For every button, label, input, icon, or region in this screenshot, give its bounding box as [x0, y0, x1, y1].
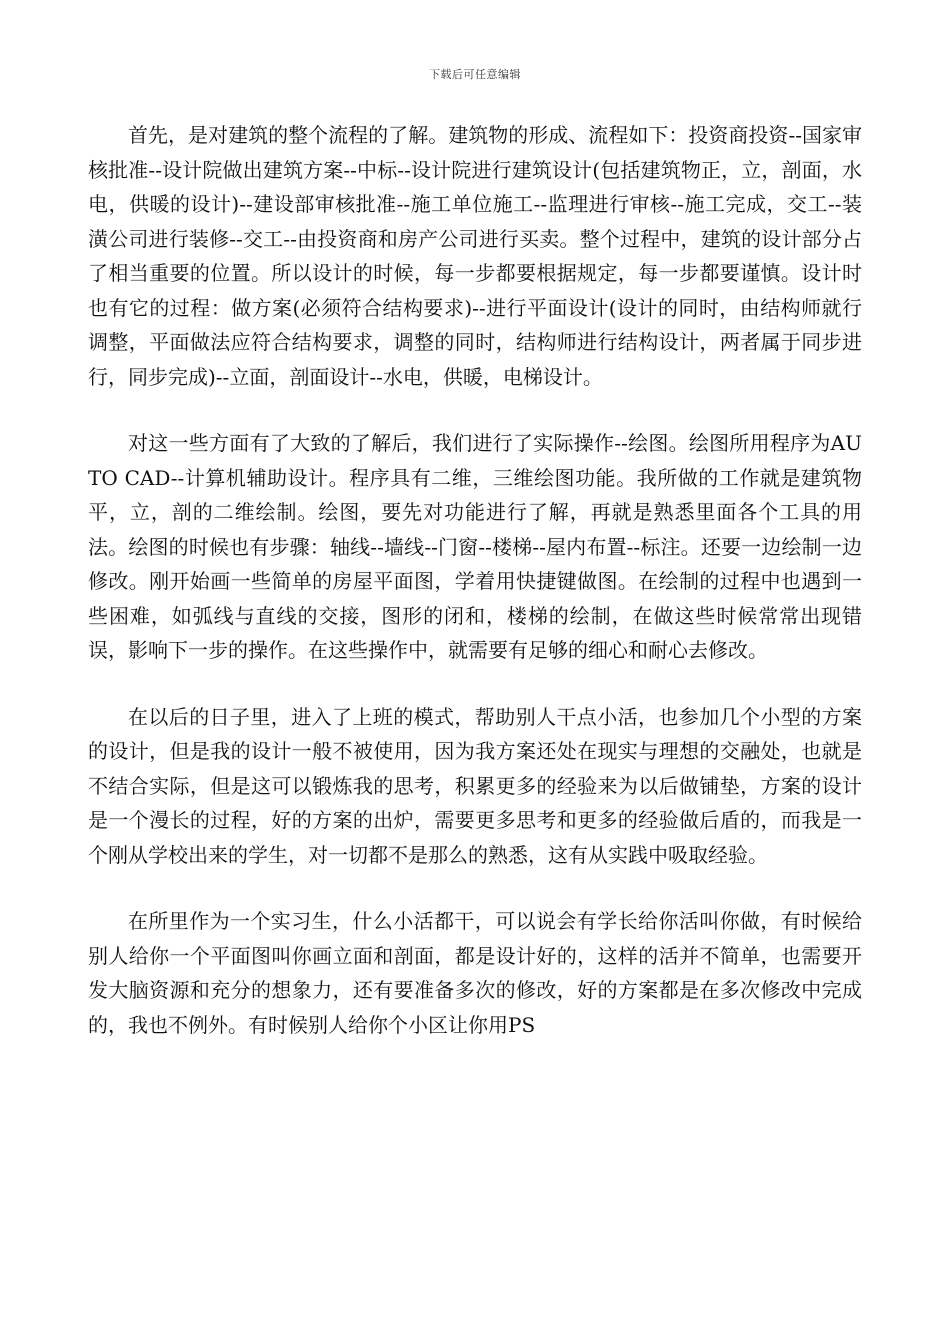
paragraph-1: 首先，是对建筑的整个流程的了解。建筑物的形成、流程如下：投资商投资--国家审核批准--设计院做出建筑方案--中标--设计院进行建筑设计(包括建筑物正，立，剖面，水电，供暖的设计)--建设部审核批准--施工单位施工--监理进行审核--施工完成，交工--装潢公司进行装修--交工--由投资商和房产公司进行买卖。整个过程中，建筑的设计部分占了相当重要的位置。所以设计的时候，每一步都要根据规定，每一步都要谨慎。设计时也有它的过程：做方案(必须符合结构要求)--进行平面设计(设计的同时，由结构师就行调整，平面做法应符合结构要求，调整的同时，结构师进行结构设计，两者属于同步进行，同步完成)--立面，剖面设计--水电，供暖，电梯设计。 [88, 123, 862, 389]
page-header: 下载后可任意编辑 [429, 68, 521, 81]
paragraph-4: 在所里作为一个实习生，什么小活都干，可以说会有学长给你活叫你做，有时候给别人给你一个平面图叫你画立面和剖面，都是设计好的，这样的活并不简单，也需要开发大脑资源和充分的想象力，还有要准备多次的修改，好的方案都是在多次修改中完成的，我也不例外。有时候别人给你个小区让你用PS [88, 909, 862, 1037]
document-body [88, 118, 862, 1042]
paragraph-2: 对这一些方面有了大致的了解后，我们进行了实际操作--绘图。绘图所用程序为AUTO CAD--计算机辅助设计。程序具有二维，三维绘图功能。我所做的工作就是建筑物平，立，剖的二维绘制。绘图，要先对功能进行了解，再就是熟悉里面各个工具的用法。绘图的时候也有步骤：轴线--墙线--门窗--楼梯--屋内布置--标注。还要一边绘制一边修改。刚开始画一些简单的房屋平面图，学着用快捷键做图。在绘制的过程中也遇到一些困难，如弧线与直线的交接，图形的闭和，楼梯的绘制，在做这些时候常常出现错误，影响下一步的操作。在这些操作中，就需要有足够的细心和耐心去修改。 [88, 431, 862, 662]
paragraph-3: 在以后的日子里，进入了上班的模式，帮助别人干点小活，也参加几个小型的方案的设计，但是我的设计一般不被使用，因为我方案还处在现实与理想的交融处，也就是不结合实际，但是这可以锻炼我的思考，积累更多的经验来为以后做铺垫，方案的设计是一个漫长的过程，好的方案的出炉，需要更多思考和更多的经验做后盾的，而我是一个刚从学校出来的学生，对一切都不是那么的熟悉，这有从实践中吸取经验。 [88, 704, 862, 867]
